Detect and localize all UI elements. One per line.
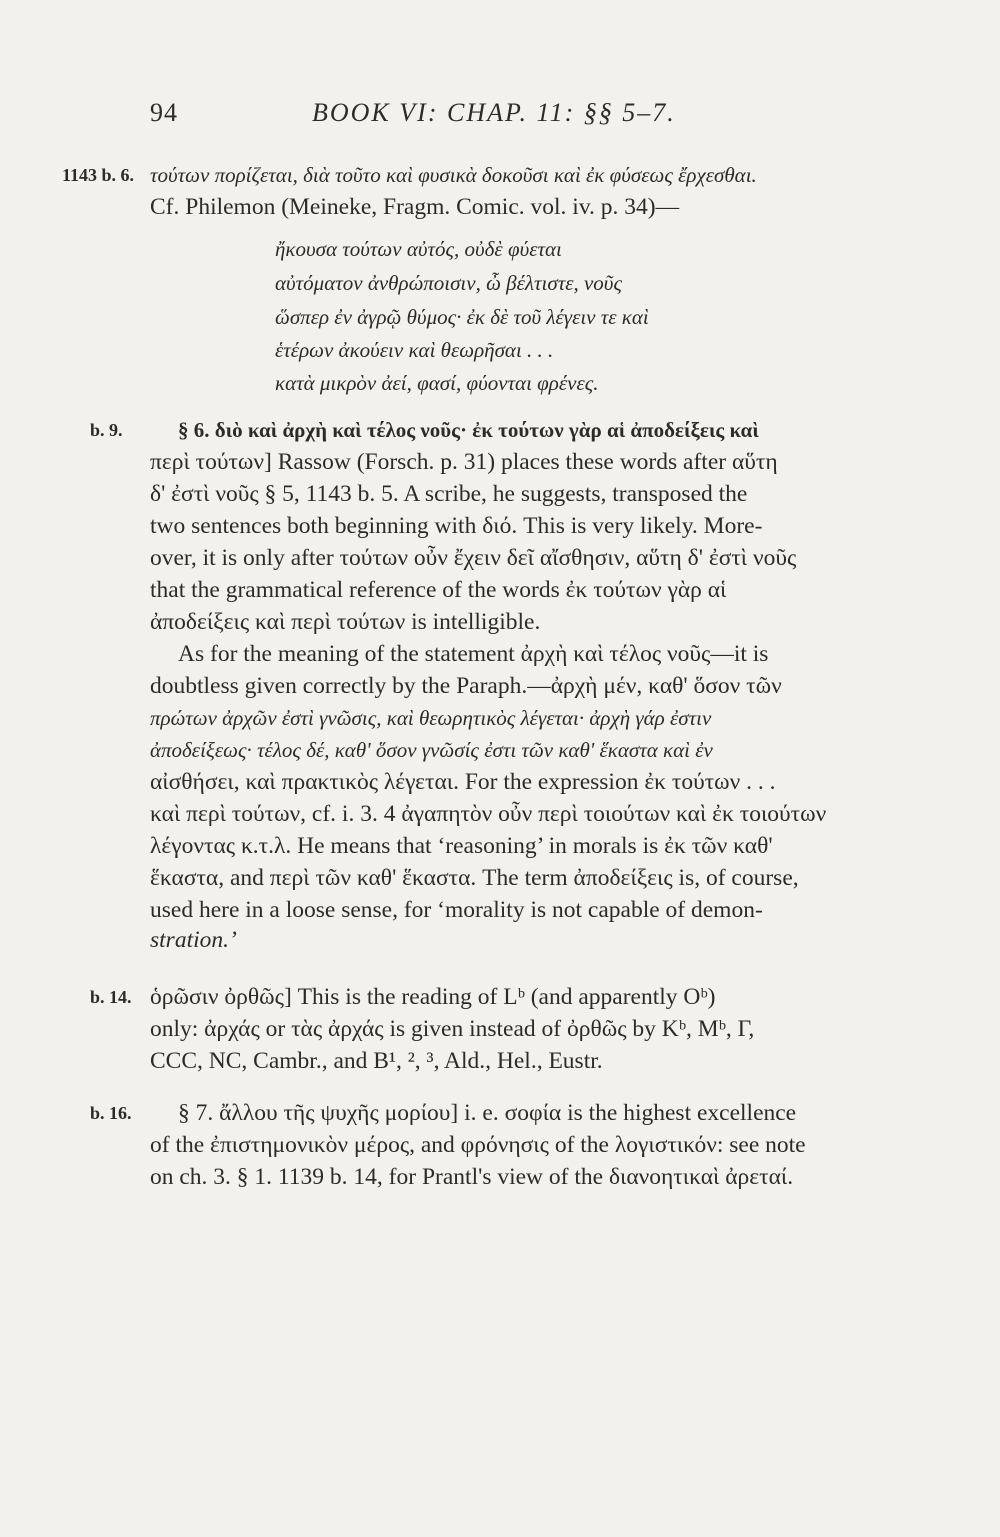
note-line: of the ἐπιστημονικὸν μέρος, and φρόνησις of the λογιστικόν: see note — [150, 1132, 806, 1158]
note-line: περὶ τούτων] Rassow (Forsch. p. 31) places these words after αὕτη — [150, 449, 778, 475]
running-title: BOOK VI: CHAP. 11: §§ 5–7. — [312, 98, 676, 127]
note-ref: b. 9. — [90, 420, 123, 440]
note-line: over, it is only after τούτων οὖν ἔχειν δεῖ αἴσθησιν, αὕτη δ' ἐστὶ νοῦς — [150, 545, 797, 571]
verse-line: ἑτέρων ἀκούειν καὶ θεωρῆσαι . . . — [275, 338, 554, 362]
note-line: CCC, NC, Cambr., and B¹, ², ³, Ald., Hel., Eustr. — [150, 1048, 603, 1074]
note-line: λέγοντας κ.τ.λ. He means that ‘reasoning’ in morals is ἐκ τῶν καθ' — [150, 833, 773, 859]
note-line: two sentences both beginning with διό. This is very likely. More- — [150, 513, 763, 539]
note-line: δ' ἐστὶ νοῦς § 5, 1143 b. 5. A scribe, he suggests, transposed the — [150, 481, 748, 507]
note-line: καὶ περὶ τούτων, cf. i. 3. 4 ἀγαπητὸν οὖν περὶ τοιούτων καὶ ἐκ τοιούτων — [150, 801, 827, 827]
verse-line: κατὰ μικρὸν ἀεί, φασί, φύονται φρένες. — [275, 371, 599, 395]
note-line: τούτων πορίζεται, διὰ τοῦτο καὶ φυσικὰ δοκοῦσι καὶ ἐκ φύσεως ἔρχεσθαι. — [150, 163, 757, 187]
note-line: Cf. Philemon (Meineke, Fragm. Comic. vol. iv. p. 34)— — [150, 194, 680, 220]
verse-line: ἤκουσα τούτων αὐτός, οὐδὲ φύεται — [275, 237, 562, 261]
note-line: ὁρῶσιν ὀρθῶς] This is the reading of Lᵇ (and apparently Oᵇ) — [150, 984, 716, 1010]
note-line: ἕκαστα, and περὶ τῶν καθ' ἕκαστα. The term ἀποδείξεις is, of course, — [150, 865, 799, 891]
note-line: § 7. ἄλλου τῆς ψυχῆς μορίου] i. e. σοφία is the highest excellence — [178, 1100, 797, 1126]
note-line: stration.’ — [150, 927, 237, 953]
note-line: doubtless given correctly by the Paraph.—ἀρχὴ μέν, καθ' ὅσον τῶν — [150, 673, 782, 699]
verse-line: ὥσπερ ἐν ἀγρῷ θύμος· ἐκ δὲ τοῦ λέγειν τε καὶ — [275, 305, 649, 329]
page-number: 94 — [150, 98, 178, 127]
note-line: ἀποδείξεις καὶ περὶ τούτων is intelligible. — [150, 609, 541, 635]
note-line: that the grammatical reference of the words ἐκ τούτων γὰρ αἱ — [150, 577, 727, 603]
note-line: § 6. διὸ καὶ ἀρχὴ καὶ τέλος νοῦς· ἐκ τούτων γὰρ αἱ ἀποδείξεις καὶ — [178, 418, 759, 442]
note-line: ἀποδείξεως· τέλος δέ, καθ' ὅσον γνῶσίς ἐστι τῶν καθ' ἕκαστα καὶ ἐν — [150, 738, 713, 762]
note-line: used here in a loose sense, for ‘morality is not capable of demon- — [150, 897, 763, 923]
note-ref: b. 14. — [90, 987, 132, 1007]
note-ref: b. 16. — [90, 1103, 132, 1123]
running-header — [150, 98, 890, 138]
note-line: As for the meaning of the statement ἀρχὴ καὶ τέλος νοῦς—it is — [178, 641, 769, 667]
note-line: αἰσθήσει, καὶ πρακτικὸς λέγεται. For the expression ἐκ τούτων . . . — [150, 769, 776, 795]
verse-line: αὐτόματον ἀνθρώποισιν, ὦ βέλτιστε, νοῦς — [275, 271, 622, 295]
note-line: only: ἀρχάς or τὰς ἀρχάς is given instead of ὀρθῶς by Kᵇ, Mᵇ, Γ, — [150, 1016, 755, 1042]
note-line: πρώτων ἀρχῶν ἐστὶ γνῶσις, καὶ θεωρητικὸς λέγεται· ἀρχὴ γάρ ἐστιν — [150, 706, 712, 730]
note-line: on ch. 3. § 1. 1139 b. 14, for Prantl's view of the διανοητικαὶ ἀρεταί. — [150, 1164, 794, 1190]
note-ref: 1143 b. 6. — [62, 165, 135, 185]
